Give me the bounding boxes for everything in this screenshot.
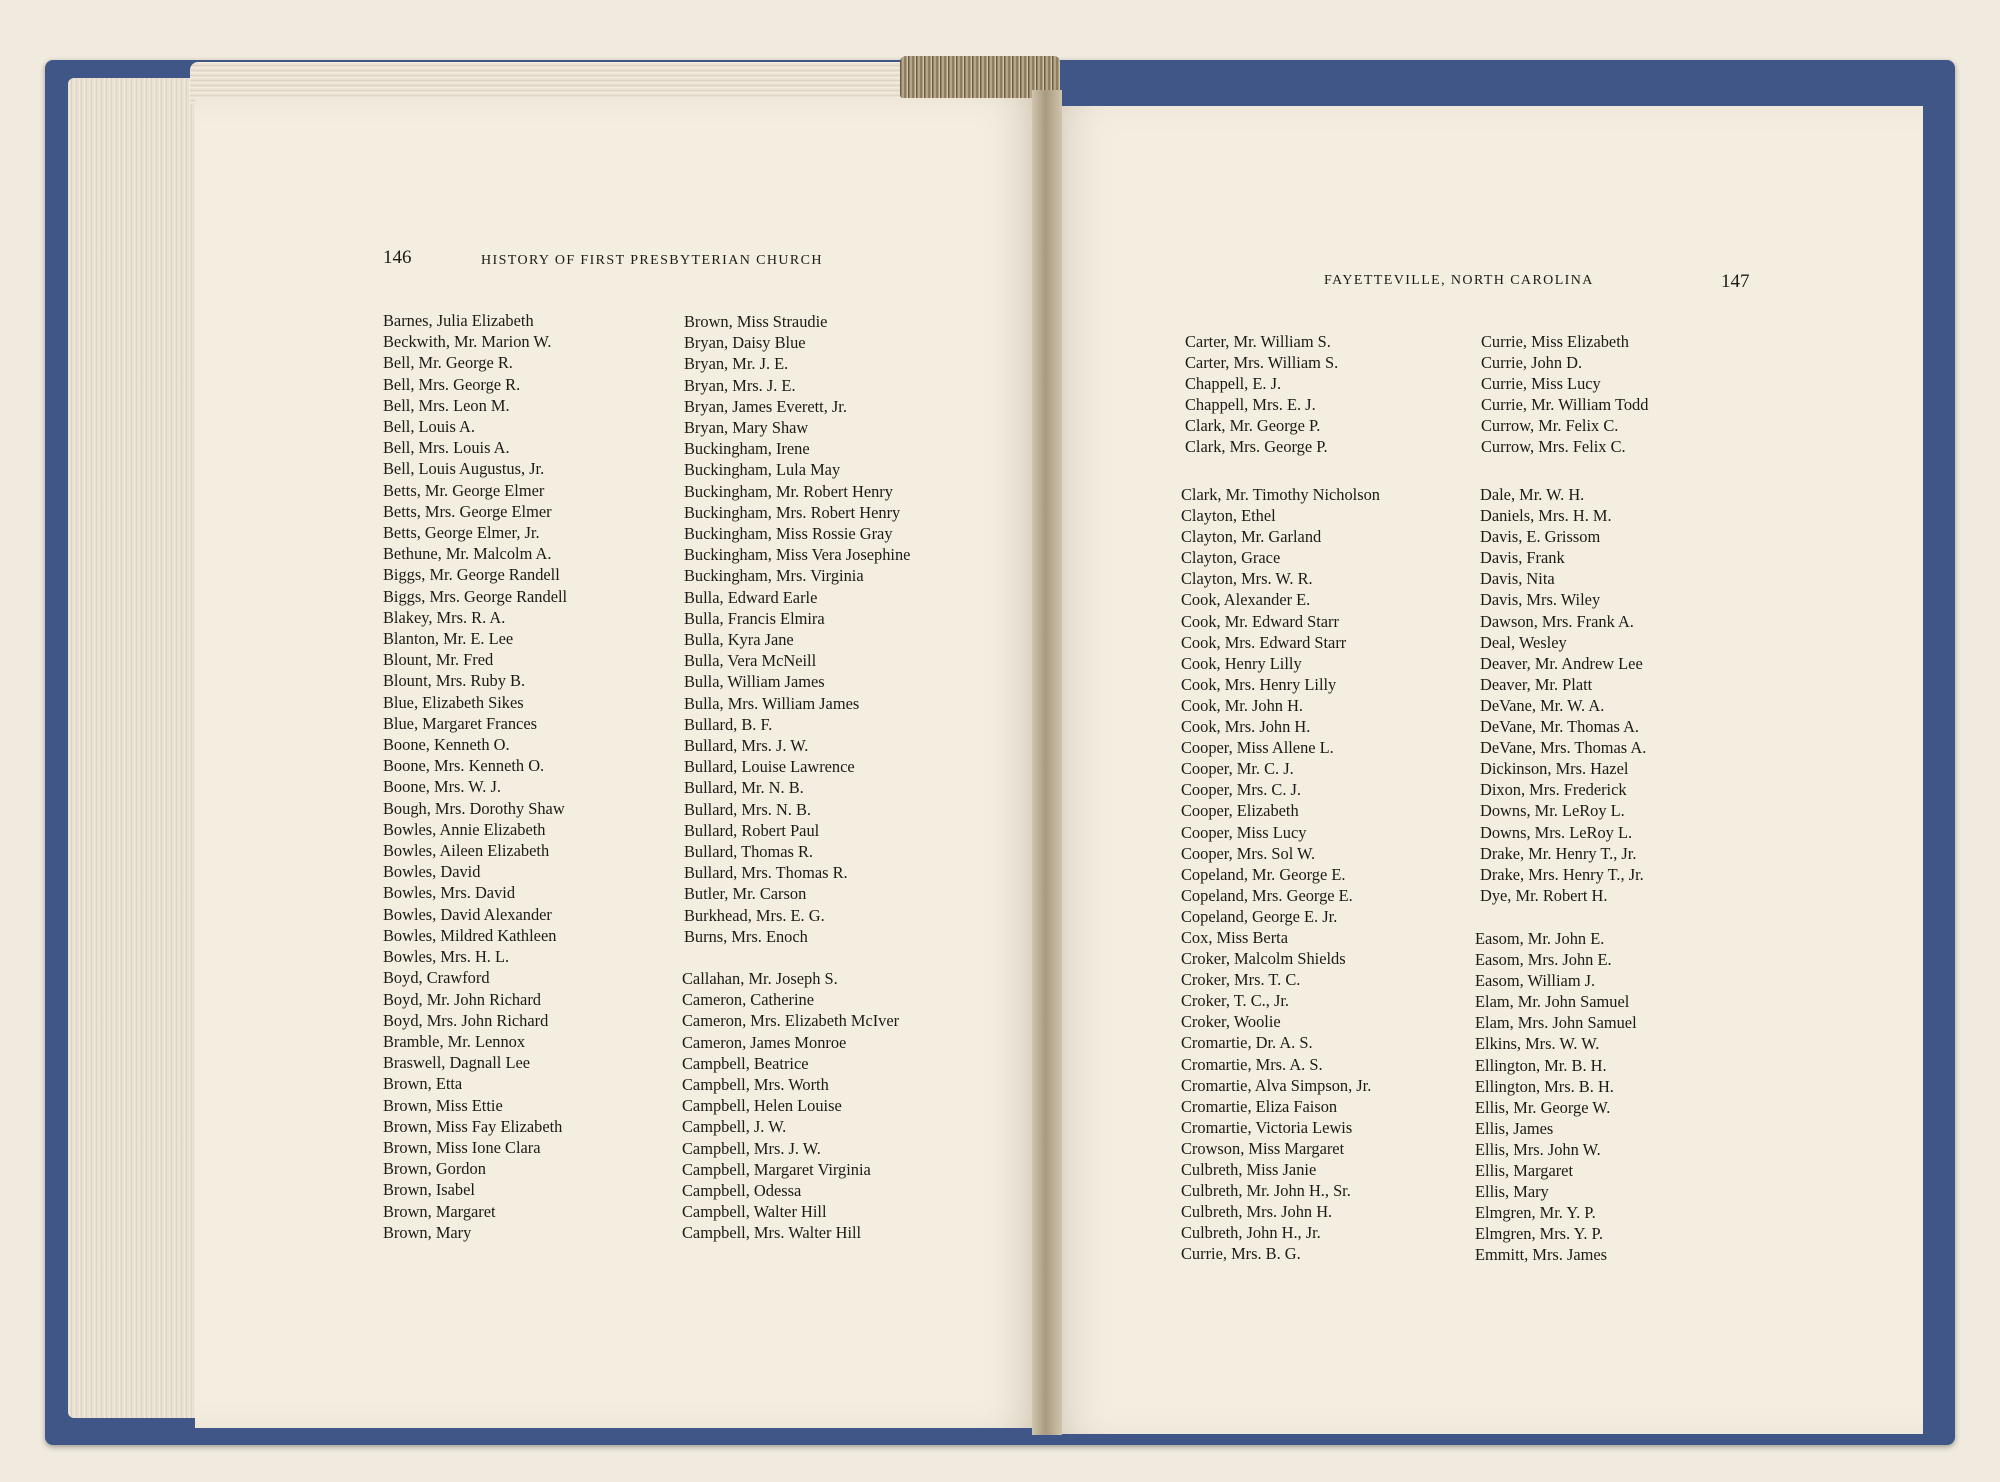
name-entry: Blount, Mr. Fred <box>383 650 494 670</box>
name-entry: Bough, Mrs. Dorothy Shaw <box>383 798 565 818</box>
name-entry: Cook, Alexander E. <box>1181 590 1311 610</box>
name-entry: Blakey, Mrs. R. A. <box>383 607 506 627</box>
name-entry: Bullard, Robert Paul <box>684 820 820 840</box>
name-entry: Chappell, Mrs. E. J. <box>1185 395 1316 415</box>
name-entry: Bryan, Daisy Blue <box>684 333 806 353</box>
name-entry: Deal, Wesley <box>1480 632 1567 652</box>
name-entry: Drake, Mr. Henry T., Jr. <box>1480 843 1637 863</box>
name-entry: Biggs, Mrs. George Randell <box>383 586 568 606</box>
left-column-1 <box>383 310 567 1243</box>
name-entry: Campbell, Walter Hill <box>682 1202 827 1222</box>
name-entry: Bullard, B. F. <box>684 714 773 734</box>
name-entry: Clayton, Mrs. W. R. <box>1181 569 1313 589</box>
name-entry: Ellis, Mary <box>1475 1182 1549 1202</box>
name-entry: Dickinson, Mrs. Hazel <box>1480 759 1629 779</box>
name-entry: Cooper, Mrs. Sol W. <box>1181 843 1316 863</box>
name-entry: Cook, Mrs. Edward Starr <box>1181 632 1347 652</box>
name-entry: Boyd, Crawford <box>383 968 490 988</box>
name-entry: DeVane, Mrs. Thomas A. <box>1480 738 1647 758</box>
name-entry: Easom, Mr. John E. <box>1475 929 1605 948</box>
name-entry: Blanton, Mr. E. Lee <box>383 629 514 649</box>
name-entry: Brown, Miss Fay Elizabeth <box>383 1116 563 1136</box>
name-entry: Davis, Frank <box>1480 548 1565 568</box>
left-column-2a <box>684 311 910 947</box>
name-entry: Dawson, Mrs. Frank A. <box>1480 611 1634 631</box>
name-entry: Bryan, James Everett, Jr. <box>684 396 847 416</box>
name-entry: Cooper, Mr. C. J. <box>1181 759 1294 779</box>
name-entry: Campbell, Mrs. Walter Hill <box>682 1223 862 1243</box>
left-column-2b <box>682 968 899 1244</box>
name-entry: Bullard, Louise Lawrence <box>684 757 855 777</box>
name-entry: Betts, Mr. George Elmer <box>383 480 545 500</box>
running-head-left: HISTORY OF FIRST PRESBYTERIAN CHURCH <box>481 253 823 268</box>
left-page <box>195 98 1047 1428</box>
name-entry: Culbreth, Mrs. John H. <box>1181 1202 1333 1222</box>
name-entry: Bowles, David <box>383 862 481 882</box>
name-entry: Easom, William J. <box>1475 971 1596 991</box>
name-entry: Copeland, George E. Jr. <box>1181 906 1338 926</box>
name-entry: Bulla, Kyra Jane <box>684 630 794 650</box>
name-entry: Bell, Louis A. <box>383 417 475 437</box>
name-entry: Bell, Mr. George R. <box>383 353 513 373</box>
name-entry: Bell, Mrs. George R. <box>383 374 521 394</box>
name-entry: Drake, Mrs. Henry T., Jr. <box>1480 864 1644 884</box>
name-entry: Downs, Mrs. LeRoy L. <box>1480 822 1633 842</box>
name-entry: DeVane, Mr. W. A. <box>1480 695 1605 715</box>
name-entry: Bowles, Aileen Elizabeth <box>383 841 550 861</box>
running-head-right: FAYETTEVILLE, NORTH CAROLINA <box>1324 273 1594 288</box>
name-entry: Clayton, Grace <box>1181 548 1281 568</box>
name-entry: Culbreth, John H., Jr. <box>1181 1223 1321 1243</box>
name-entry: Bryan, Mrs. J. E. <box>684 375 796 395</box>
name-entry: Carter, Mrs. William S. <box>1185 353 1339 373</box>
name-entry: Currie, Mrs. B. G. <box>1181 1244 1301 1264</box>
name-entry: Crowson, Miss Margaret <box>1181 1138 1345 1158</box>
name-entry: Boyd, Mr. John Richard <box>383 989 541 1009</box>
name-entry: Braswell, Dagnall Lee <box>383 1053 531 1073</box>
name-entry: Campbell, Helen Louise <box>682 1096 842 1116</box>
name-entry: Ellis, Mrs. John W. <box>1475 1139 1601 1159</box>
name-entry: Bell, Mrs. Leon M. <box>383 395 510 415</box>
name-entry: Burns, Mrs. Enoch <box>684 926 808 946</box>
name-entry: Currie, Miss Elizabeth <box>1481 332 1629 351</box>
name-entry: Clayton, Ethel <box>1181 506 1276 526</box>
name-entry: Currie, Mr. William Todd <box>1481 395 1649 415</box>
name-entry: Bullard, Mrs. Thomas R. <box>684 863 848 883</box>
name-entry: Bryan, Mary Shaw <box>684 418 809 438</box>
name-entry: Cromartie, Alva Simpson, Jr. <box>1181 1075 1372 1095</box>
name-entry: Davis, E. Grissom <box>1480 527 1601 547</box>
book-gutter <box>1032 90 1062 1435</box>
name-entry: Daniels, Mrs. H. M. <box>1480 506 1612 526</box>
name-entry: Elam, Mr. John Samuel <box>1475 992 1630 1012</box>
name-entry: Campbell, Mrs. J. W. <box>682 1138 821 1158</box>
name-entry: Burkhead, Mrs. E. G. <box>684 905 825 925</box>
name-entry: Buckingham, Lula May <box>684 460 841 480</box>
name-entry: Bullard, Mrs. J. W. <box>684 736 809 756</box>
name-entry: Cameron, Catherine <box>682 990 814 1010</box>
name-entry: Cox, Miss Berta <box>1181 927 1288 947</box>
name-entry: Cook, Mrs. John H. <box>1181 717 1311 737</box>
page-edges <box>68 78 208 1418</box>
right-column-2b <box>1480 484 1646 906</box>
name-entry: DeVane, Mr. Thomas A. <box>1480 717 1640 737</box>
name-entry: Currow, Mr. Felix C. <box>1481 416 1619 436</box>
name-entry: Cook, Mr. John H. <box>1181 695 1304 715</box>
name-entry: Dye, Mr. Robert H. <box>1480 885 1608 905</box>
name-entry: Dale, Mr. W. H. <box>1480 485 1585 504</box>
name-entry: Cameron, Mrs. Elizabeth McIver <box>682 1011 900 1031</box>
name-entry: Bullard, Mr. N. B. <box>684 778 804 798</box>
name-entry: Beckwith, Mr. Marion W. <box>383 332 552 352</box>
name-entry: Clark, Mr. George P. <box>1185 416 1321 436</box>
name-entry: Elam, Mrs. John Samuel <box>1475 1013 1637 1033</box>
name-entry: Ellington, Mr. B. H. <box>1475 1055 1607 1075</box>
name-entry: Brown, Isabel <box>383 1180 475 1200</box>
name-entry: Bulla, Mrs. William James <box>684 693 860 713</box>
right-column-1b <box>1181 484 1380 1264</box>
name-entry: Deaver, Mr. Andrew Lee <box>1480 653 1643 673</box>
name-entry: Boone, Kenneth O. <box>383 735 510 755</box>
name-entry: Callahan, Mr. Joseph S. <box>682 969 838 988</box>
name-entry: Cooper, Elizabeth <box>1181 801 1299 821</box>
name-entry: Butler, Mr. Carson <box>684 884 807 904</box>
name-entry: Campbell, Margaret Virginia <box>682 1159 871 1179</box>
name-entry: Ellis, James <box>1475 1118 1554 1138</box>
name-entry: Clayton, Mr. Garland <box>1181 527 1322 547</box>
name-entry: Boyd, Mrs. John Richard <box>383 1010 549 1030</box>
name-entry: Culbreth, Mr. John H., Sr. <box>1181 1181 1351 1201</box>
name-entry: Biggs, Mr. George Randell <box>383 565 560 585</box>
name-entry: Bulla, Francis Elmira <box>684 608 825 628</box>
name-entry: Blue, Margaret Frances <box>383 713 537 733</box>
name-entry: Ellis, Mr. George W. <box>1475 1097 1611 1117</box>
name-entry: Croker, Woolie <box>1181 1012 1281 1032</box>
name-entry: Betts, Mrs. George Elmer <box>383 501 552 521</box>
name-entry: Cromartie, Eliza Faison <box>1181 1096 1338 1116</box>
name-entry: Bramble, Mr. Lennox <box>383 1031 526 1051</box>
name-entry: Currow, Mrs. Felix C. <box>1481 437 1626 457</box>
name-entry: Cromartie, Mrs. A. S. <box>1181 1054 1323 1074</box>
name-entry: Elmgren, Mrs. Y. P. <box>1475 1224 1603 1244</box>
name-entry: Buckingham, Miss Rossie Gray <box>684 524 893 544</box>
name-entry: Buckingham, Mr. Robert Henry <box>684 481 893 501</box>
name-entry: Bulla, William James <box>684 672 825 692</box>
name-entry: Brown, Miss Ettie <box>383 1095 503 1115</box>
name-entry: Clark, Mrs. George P. <box>1185 437 1328 457</box>
name-entry: Culbreth, Miss Janie <box>1181 1160 1317 1179</box>
name-entry: Bryan, Mr. J. E. <box>684 354 789 374</box>
right-column-2a <box>1481 331 1648 458</box>
name-entry: Buckingham, Mrs. Robert Henry <box>684 502 901 522</box>
name-entry: Bowles, Annie Elizabeth <box>383 819 546 839</box>
name-entry: Barnes, Julia Elizabeth <box>383 311 534 330</box>
page-number-right: 147 <box>1721 271 1750 292</box>
name-entry: Bullard, Thomas R. <box>684 842 813 862</box>
name-entry: Brown, Miss Ione Clara <box>383 1137 541 1157</box>
name-entry: Brown, Etta <box>383 1074 463 1094</box>
name-entry: Copeland, Mrs. George E. <box>1181 885 1353 905</box>
name-entry: Bowles, Mrs. H. L. <box>383 947 510 967</box>
name-entry: Davis, Mrs. Wiley <box>1480 590 1601 610</box>
name-entry: Bulla, Edward Earle <box>684 587 818 607</box>
name-entry: Campbell, Beatrice <box>682 1053 809 1073</box>
name-entry: Boone, Mrs. W. J. <box>383 777 501 797</box>
name-entry: Cook, Mr. Edward Starr <box>1181 611 1339 631</box>
name-entry: Davis, Nita <box>1480 569 1555 589</box>
name-entry: Deaver, Mr. Platt <box>1480 674 1593 694</box>
name-entry: Currie, Miss Lucy <box>1481 374 1601 394</box>
name-entry: Croker, T. C., Jr. <box>1181 991 1290 1011</box>
name-entry: Brown, Miss Straudie <box>684 312 828 331</box>
name-entry: Carter, Mr. William S. <box>1185 332 1331 351</box>
name-entry: Ellington, Mrs. B. H. <box>1475 1076 1614 1096</box>
page-number-left: 146 <box>383 247 412 268</box>
name-entry: Cook, Henry Lilly <box>1181 653 1302 673</box>
name-entry: Dixon, Mrs. Frederick <box>1480 780 1627 800</box>
name-entry: Bell, Mrs. Louis A. <box>383 438 510 458</box>
name-entry: Buckingham, Mrs. Virginia <box>684 566 864 586</box>
name-entry: Campbell, Odessa <box>682 1181 802 1201</box>
right-column-2c <box>1475 928 1637 1266</box>
name-entry: Easom, Mrs. John E. <box>1475 950 1612 970</box>
name-entry: Currie, John D. <box>1481 353 1583 373</box>
name-entry: Croker, Mrs. T. C. <box>1181 970 1301 990</box>
name-entry: Campbell, J. W. <box>682 1117 787 1137</box>
name-entry: Cameron, James Monroe <box>682 1032 847 1052</box>
name-entry: Blount, Mrs. Ruby B. <box>383 671 526 691</box>
name-entry: Bowles, David Alexander <box>383 904 552 924</box>
name-entry: Bulla, Vera McNeill <box>684 651 817 671</box>
name-entry: Boone, Mrs. Kenneth O. <box>383 756 545 776</box>
right-column-1a <box>1185 331 1338 458</box>
name-entry: Ellis, Margaret <box>1475 1161 1574 1181</box>
name-entry: Bullard, Mrs. N. B. <box>684 799 812 819</box>
name-entry: Bowles, Mildred Kathleen <box>383 925 557 945</box>
name-entry: Brown, Gordon <box>383 1159 486 1179</box>
name-entry: Elkins, Mrs. W. W. <box>1475 1034 1600 1054</box>
name-entry: Campbell, Mrs. Worth <box>682 1075 829 1095</box>
name-entry: Bell, Louis Augustus, Jr. <box>383 459 545 479</box>
name-entry: Cooper, Mrs. C. J. <box>1181 780 1302 800</box>
name-entry: Cromartie, Victoria Lewis <box>1181 1117 1353 1137</box>
name-entry: Brown, Mary <box>383 1222 472 1242</box>
name-entry: Croker, Malcolm Shields <box>1181 949 1346 969</box>
name-entry: Copeland, Mr. George E. <box>1181 864 1346 884</box>
name-entry: Buckingham, Miss Vera Josephine <box>684 545 911 565</box>
name-entry: Chappell, E. J. <box>1185 374 1282 394</box>
name-entry: Cromartie, Dr. A. S. <box>1181 1033 1313 1053</box>
name-entry: Brown, Margaret <box>383 1201 496 1221</box>
name-entry: Emmitt, Mrs. James <box>1475 1245 1608 1265</box>
name-entry: Bowles, Mrs. David <box>383 883 516 903</box>
name-entry: Buckingham, Irene <box>684 439 810 459</box>
name-entry: Clark, Mr. Timothy Nicholson <box>1181 485 1380 504</box>
name-entry: Elmgren, Mr. Y. P. <box>1475 1203 1596 1223</box>
name-entry: Cook, Mrs. Henry Lilly <box>1181 674 1337 694</box>
name-entry: Cooper, Miss Allene L. <box>1181 738 1334 758</box>
name-entry: Bethune, Mr. Malcolm A. <box>383 544 552 564</box>
name-entry: Blue, Elizabeth Sikes <box>383 692 524 712</box>
name-entry: Betts, George Elmer, Jr. <box>383 523 540 543</box>
name-entry: Downs, Mr. LeRoy L. <box>1480 801 1625 821</box>
name-entry: Cooper, Miss Lucy <box>1181 822 1307 842</box>
